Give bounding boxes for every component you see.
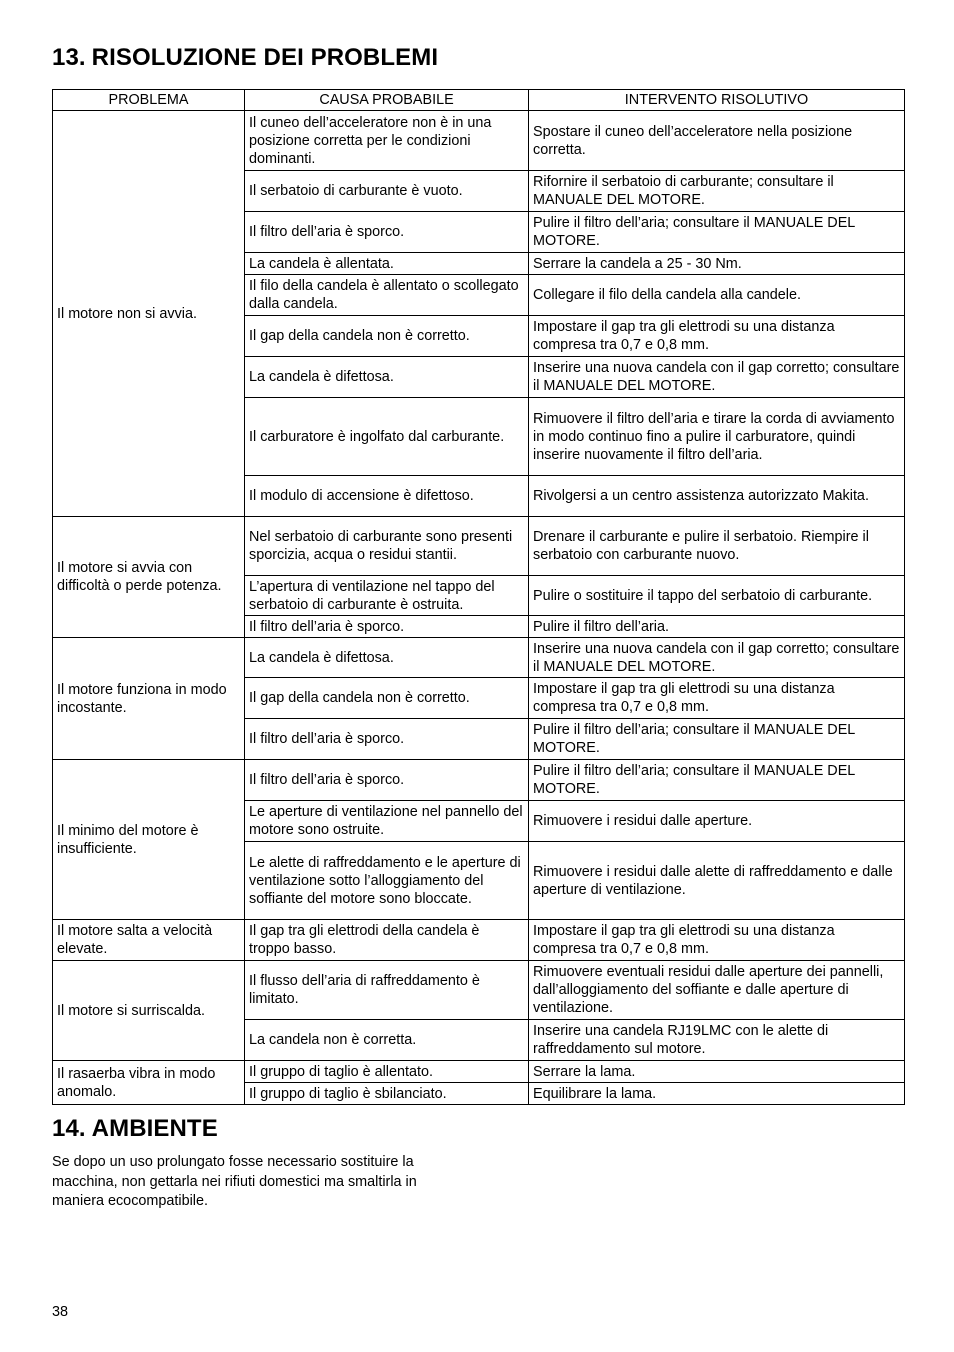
header-cause: CAUSA PROBABILE — [245, 90, 529, 111]
header-remedy: INTERVENTO RISOLUTIVO — [529, 90, 905, 111]
page-number: 38 — [52, 1304, 69, 1320]
cause-cell: Le aperture di ventilazione nel pannello del motore sono ostruite. — [245, 801, 529, 842]
cause-cell: Il filo della candela è allentato o scollegato dalla candela. — [245, 275, 529, 316]
remedy-cell: Rimuovere i residui dalle alette di raffreddamento e dalle aperture di ventilazione. — [529, 842, 905, 920]
remedy-cell: Pulire il filtro dell’aria. — [529, 616, 905, 638]
section-14-number: 14. — [52, 1115, 86, 1142]
problem-cell: Il minimo del motore è insufficiente. — [53, 760, 245, 920]
cause-cell: Il carburatore è ingolfato dal carburante. — [245, 398, 529, 476]
cause-cell: Le alette di raffreddamento e le aperture di ventilazione sotto l’alloggiamento del soffiante del motore sono bloccate. — [245, 842, 529, 920]
section-13-title: RISOLUZIONE DEI PROBLEMI — [91, 44, 439, 71]
cause-cell: Il gap tra gli elettrodi della candela è troppo basso. — [245, 920, 529, 961]
cause-cell: Il gruppo di taglio è sbilanciato. — [245, 1083, 529, 1105]
cause-cell: Il serbatoio di carburante è vuoto. — [245, 171, 529, 212]
cause-cell: La candela è allentata. — [245, 253, 529, 275]
remedy-cell: Rifornire il serbatoio di carburante; consultare il MANUALE DEL MOTORE. — [529, 171, 905, 212]
remedy-cell: Drenare il carburante e pulire il serbatoio. Riempire il serbatoio con carburante nuovo. — [529, 517, 905, 576]
problem-cell: Il motore si surriscalda. — [53, 961, 245, 1061]
remedy-cell: Collegare il filo della candela alla candele. — [529, 275, 905, 316]
remedy-cell: Rivolgersi a un centro assistenza autorizzato Makita. — [529, 476, 905, 517]
table-row — [53, 111, 905, 171]
cause-cell: Il gruppo di taglio è allentato. — [245, 1061, 529, 1083]
cause-cell: Il filtro dell’aria è sporco. — [245, 760, 529, 801]
remedy-cell: Rimuovere eventuali residui dalle aperture dei pannelli, dall’alloggiamento del soffiante e dalle aperture di ventilazione. — [529, 961, 905, 1020]
remedy-cell: Impostare il gap tra gli elettrodi su una distanza compresa tra 0,7 e 0,8 mm. — [529, 316, 905, 357]
section-14-title: AMBIENTE — [91, 1115, 218, 1142]
cause-cell: La candela è difettosa. — [245, 357, 529, 398]
remedy-cell: Spostare il cuneo dell’acceleratore nella posizione corretta. — [529, 111, 905, 171]
table-row — [53, 920, 905, 961]
remedy-cell: Impostare il gap tra gli elettrodi su una distanza compresa tra 0,7 e 0,8 mm. — [529, 920, 905, 961]
remedy-cell: Rimuovere il filtro dell’aria e tirare la corda di avviamento in modo continuo fino a pulire il carburatore, quindi inserire nuovamente il filtro dell’aria. — [529, 398, 905, 476]
cause-cell: La candela è difettosa. — [245, 638, 529, 678]
table-header-row — [53, 90, 905, 111]
remedy-cell: Pulire o sostituire il tappo del serbatoio di carburante. — [529, 576, 905, 616]
environment-paragraph: Se dopo un uso prolungato fosse necessario sostituire la macchina, non gettarla nei rifiuti domestici ma smaltirla in maniera ecocompatibile. — [52, 1154, 417, 1209]
cause-cell: Il filtro dell’aria è sporco. — [245, 719, 529, 760]
remedy-cell: Impostare il gap tra gli elettrodi su una distanza compresa tra 0,7 e 0,8 mm. — [529, 678, 905, 719]
header-problem: PROBLEMA — [53, 90, 245, 111]
table-row — [53, 638, 905, 678]
table-row — [53, 961, 905, 1020]
troubleshooting-table — [52, 89, 905, 1105]
problem-cell: Il motore salta a velocità elevate. — [53, 920, 245, 961]
section-13-number: 13. — [52, 44, 86, 71]
remedy-cell: Serrare la candela a 25 - 30 Nm. — [529, 253, 905, 275]
remedy-cell: Pulire il filtro dell’aria; consultare il MANUALE DEL MOTORE. — [529, 212, 905, 253]
cause-cell: Il filtro dell’aria è sporco. — [245, 212, 529, 253]
remedy-cell: Pulire il filtro dell’aria; consultare il MANUALE DEL MOTORE. — [529, 719, 905, 760]
cause-cell: Il cuneo dell’acceleratore non è in una posizione corretta per le condizioni dominanti. — [245, 111, 529, 171]
cause-cell: L’apertura di ventilazione nel tappo del serbatoio di carburante è ostruita. — [245, 576, 529, 616]
remedy-cell: Pulire il filtro dell’aria; consultare il MANUALE DEL MOTORE. — [529, 760, 905, 801]
remedy-cell: Inserire una nuova candela con il gap corretto; consultare il MANUALE DEL MOTORE. — [529, 357, 905, 398]
remedy-cell: Equilibrare la lama. — [529, 1083, 905, 1105]
remedy-cell: Serrare la lama. — [529, 1061, 905, 1083]
section-14-heading — [52, 1115, 218, 1143]
cause-cell: Il gap della candela non è corretto. — [245, 316, 529, 357]
problem-cell: Il motore funziona in modo incostante. — [53, 638, 245, 760]
remedy-cell: Inserire una nuova candela con il gap corretto; consultare il MANUALE DEL MOTORE. — [529, 638, 905, 678]
remedy-cell: Rimuovere i residui dalle aperture. — [529, 801, 905, 842]
cause-cell: Il modulo di accensione è difettoso. — [245, 476, 529, 517]
cause-cell: La candela non è corretta. — [245, 1020, 529, 1061]
cause-cell: Il gap della candela non è corretto. — [245, 678, 529, 719]
cause-cell: Il filtro dell’aria è sporco. — [245, 616, 529, 638]
table-row — [53, 517, 905, 576]
problem-cell: Il motore non si avvia. — [53, 111, 245, 517]
table-row — [53, 1061, 905, 1083]
table-row — [53, 760, 905, 801]
problem-cell: Il motore si avvia con difficoltà o perde potenza. — [53, 517, 245, 638]
problem-cell: Il rasaerba vibra in modo anomalo. — [53, 1061, 245, 1105]
remedy-cell: Inserire una candela RJ19LMC con le alette di raffreddamento sul motore. — [529, 1020, 905, 1061]
cause-cell: Il flusso dell’aria di raffreddamento è limitato. — [245, 961, 529, 1020]
cause-cell: Nel serbatoio di carburante sono presenti sporcizia, acqua o residui stantii. — [245, 517, 529, 576]
section-13-heading — [52, 44, 438, 72]
